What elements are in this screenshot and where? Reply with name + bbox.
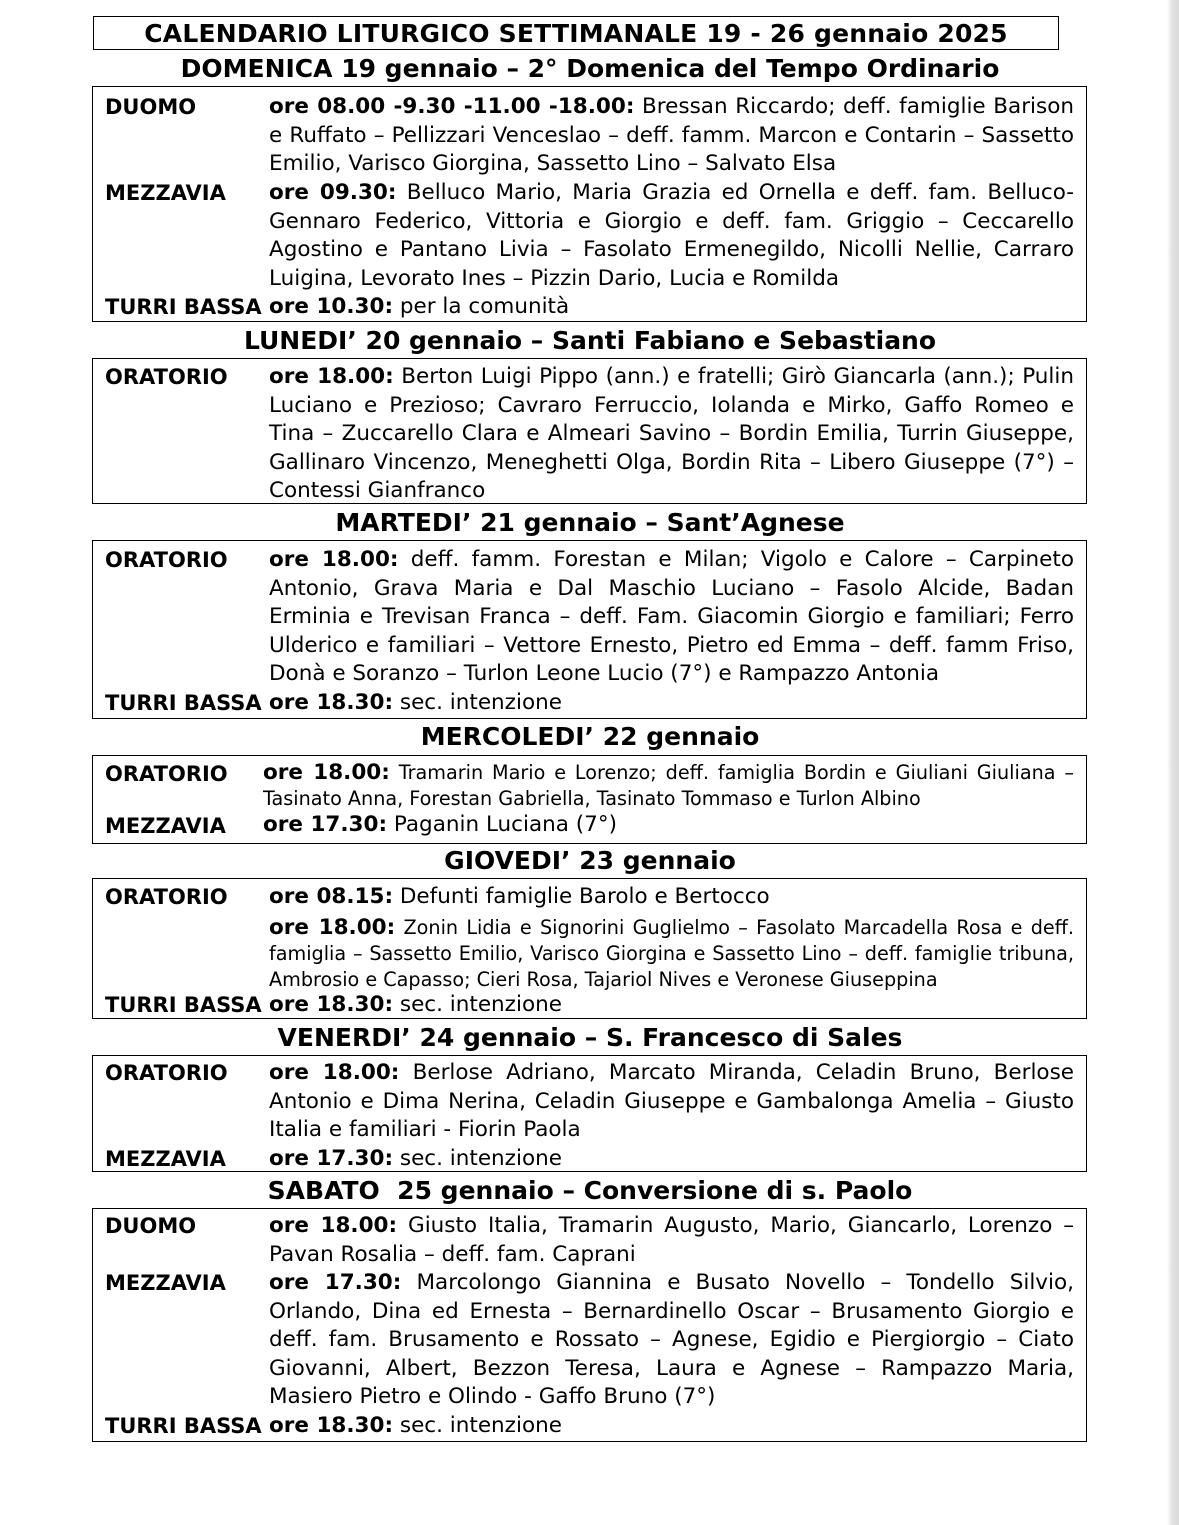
mass-time: ore 18.00: xyxy=(269,1060,400,1085)
place-label: ORATORIO xyxy=(105,1061,228,1085)
mass-line xyxy=(269,991,1074,1020)
mass-intentions: Berlose Adriano, Marcato Miranda, Celadin Bruno, Berlose Antonio e Dima Nerina, Celadin Giuseppe e Gambalonga Amelia – Giusto Italia e familiari - Fiorin Paola xyxy=(269,1060,1075,1143)
mass-intentions: sec. intenzione xyxy=(393,1413,562,1438)
mass-intentions: Defunti famiglie Barolo e Bertocco xyxy=(393,884,770,909)
mass-intentions: Bressan Riccardo; deff. famiglie Barison e Ruffato – Pellizzari Venceslao – deff. famm. Marcon e Contarin – Sassetto Emilio, Varisco Giorgina, Sassetto Lino – Salvato Elsa xyxy=(269,94,1074,177)
mass-intentions: Belluco Mario, Maria Grazia ed Ornella e deff. fam. Belluco-Gennaro Federico, Vittoria e Giorgio e deff. fam. Griggio – Ceccarello Agostino e Pantano Livia – Fasolato Ermenegildo, Nicolli Nellie, Carraro Luigina, Levorato Ines – Pizzin Dario, Lucia e Romilda xyxy=(269,180,1075,291)
mass-time: ore 08.00 -9.30 -11.00 -18.00: xyxy=(269,94,635,119)
mass-line xyxy=(269,1059,1074,1145)
mass-time: ore 09.30: xyxy=(269,180,397,205)
mass-intentions: Tramarin Mario e Lorenzo; deff. famiglia Bordin e Giuliani Giuliana – Tasinato Anna, Forestan Gabriella, Tasinato Tommaso e Turlon Albino xyxy=(263,761,1074,810)
mass-line xyxy=(269,689,1074,718)
mass-line xyxy=(269,179,1074,293)
place-label: TURRI BASSA xyxy=(105,993,262,1017)
mass-line xyxy=(269,293,1074,322)
place-label: ORATORIO xyxy=(105,365,228,389)
mass-intentions: Berton Luigi Pippo (ann.) e fratelli; Girò Giancarla (ann.); Pulin Luciano e Prezioso; Cavraro Ferruccio, Iolanda e Mirko, Gaffo Romeo e Tina – Zuccarello Clara e Almeari Savino – Bordin Emilia, Turrin Giuseppe, Gallinaro Vincenzo, Meneghetti Olga, Bordin Rita – Libero Giuseppe (7°) – Contessi Gianfranco xyxy=(269,364,1074,504)
day-header-giovedi: GIOVEDI’ 23 gennaio xyxy=(444,846,736,875)
mass-line xyxy=(269,1145,1074,1174)
mass-line xyxy=(269,1412,1074,1441)
mass-time: ore 18.00: xyxy=(269,547,399,572)
mass-time: ore 17.30: xyxy=(269,1146,394,1171)
mass-intentions: Marcolongo Giannina e Busato Novello – Tondello Silvio, Orlando, Dina ed Ernesta – Bernardinello Oscar – Brusamento Giorgio e deff. fam. Brusamento e Rossato – Agnese, Egidio e Piergiorgio – Ciato Giovanni, Albert, Bezzon Teresa, Laura e Agnese – Rampazzo Maria, Masiero Pietro e Olindo - Gaffo Bruno (7°) xyxy=(269,1270,1074,1410)
day-header-domenica: DOMENICA 19 gennaio – 2° Domenica del Tempo Ordinario xyxy=(180,54,1000,83)
place-label: TURRI BASSA xyxy=(105,691,262,715)
mass-time: ore 17.30: xyxy=(263,812,388,837)
mass-intentions: sec. intenzione xyxy=(393,690,562,715)
day-box-martedi xyxy=(92,540,1087,719)
mass-time: ore 10.30: xyxy=(269,294,394,319)
day-box-domenica xyxy=(92,86,1087,322)
day-header-martedi: MARTEDI’ 21 gennaio – Sant’Agnese xyxy=(335,508,845,537)
day-box-lunedi xyxy=(92,358,1087,504)
mass-time: ore 18.00: xyxy=(269,915,396,940)
mass-time: ore 18.00: xyxy=(269,364,394,389)
mass-time: ore 17.30: xyxy=(269,1270,402,1295)
day-box-giovedi xyxy=(92,878,1087,1019)
place-label: TURRI BASSA xyxy=(105,295,262,319)
place-label: MEZZAVIA xyxy=(105,181,226,205)
calendar-title: CALENDARIO LITURGICO SETTIMANALE 19 - 26 gennaio 2025 xyxy=(93,16,1059,50)
mass-line xyxy=(269,1212,1074,1269)
mass-intentions: deff. famm. Forestan e Milan; Vigolo e Calore – Carpineto Antonio, Grava Maria e Dal Maschio Luciano – Fasolo Alcide, Badan Erminia e Trevisan Franca – deff. Fam. Giacomin Giorgio e familiari; Ferro Ulderico e familiari – Vettore Ernesto, Pietro ed Emma – deff. famm Friso, Donà e Soranzo – Turlon Leone Lucio (7°) e Rampazzo Antonia xyxy=(269,547,1074,687)
place-label: DUOMO xyxy=(105,95,197,119)
day-header-mercoledi: MERCOLEDI’ 22 gennaio xyxy=(420,722,760,751)
mass-time: ore 18.30: xyxy=(269,690,394,715)
page-edge-shadow xyxy=(1167,0,1179,1525)
mass-line xyxy=(263,760,1074,812)
place-label: MEZZAVIA xyxy=(105,1271,226,1295)
place-label: ORATORIO xyxy=(105,885,228,909)
mass-line xyxy=(269,1269,1074,1412)
mass-time: ore 18.00: xyxy=(269,1213,398,1238)
day-header-lunedi: LUNEDI’ 20 gennaio – Santi Fabiano e Sebastiano xyxy=(243,326,937,355)
day-box-sabato xyxy=(92,1208,1087,1442)
mass-time: ore 08.15: xyxy=(269,884,394,909)
day-box-venerdi xyxy=(92,1055,1087,1172)
day-header-venerdi: VENERDI’ 24 gennaio – S. Francesco di Sales xyxy=(277,1023,903,1052)
mass-intentions: per la comunità xyxy=(393,294,570,319)
place-label: TURRI BASSA xyxy=(105,1414,262,1438)
place-label: MEZZAVIA xyxy=(105,1147,226,1171)
mass-intentions: sec. intenzione xyxy=(393,992,562,1017)
place-label: DUOMO xyxy=(105,1214,197,1238)
mass-line xyxy=(269,915,1074,993)
place-label: ORATORIO xyxy=(105,548,228,572)
day-box-mercoledi xyxy=(92,755,1087,844)
mass-time: ore 18.30: xyxy=(269,1413,394,1438)
mass-line xyxy=(269,883,1074,912)
mass-line xyxy=(263,812,1074,838)
day-header-sabato: SABATO 25 gennaio – Conversione di s. Paolo xyxy=(267,1176,913,1205)
mass-line xyxy=(269,546,1074,689)
mass-intentions: sec. intenzione xyxy=(393,1146,562,1171)
mass-intentions: Zonin Lidia e Signorini Guglielmo – Fasolato Marcadella Rosa e deff. famiglia – Sassetto Emilio, Varisco Giorgina e Sassetto Lino – deff. famiglie tribuna, Ambrosio e Capasso; Cieri Rosa, Tajariol Nives e Veronese Giuseppina xyxy=(269,916,1075,991)
mass-time: ore 18.30: xyxy=(269,992,394,1017)
place-label: ORATORIO xyxy=(105,762,228,786)
mass-time: ore 18.00: xyxy=(263,760,390,785)
mass-intentions: Paganin Luciana (7°) xyxy=(387,812,617,837)
mass-line xyxy=(269,363,1074,506)
mass-intentions: Giusto Italia, Tramarin Augusto, Mario, Giancarlo, Lorenzo – Pavan Rosalia – deff. fam. Caprani xyxy=(269,1213,1074,1267)
mass-line xyxy=(269,93,1074,179)
place-label: MEZZAVIA xyxy=(105,814,226,838)
